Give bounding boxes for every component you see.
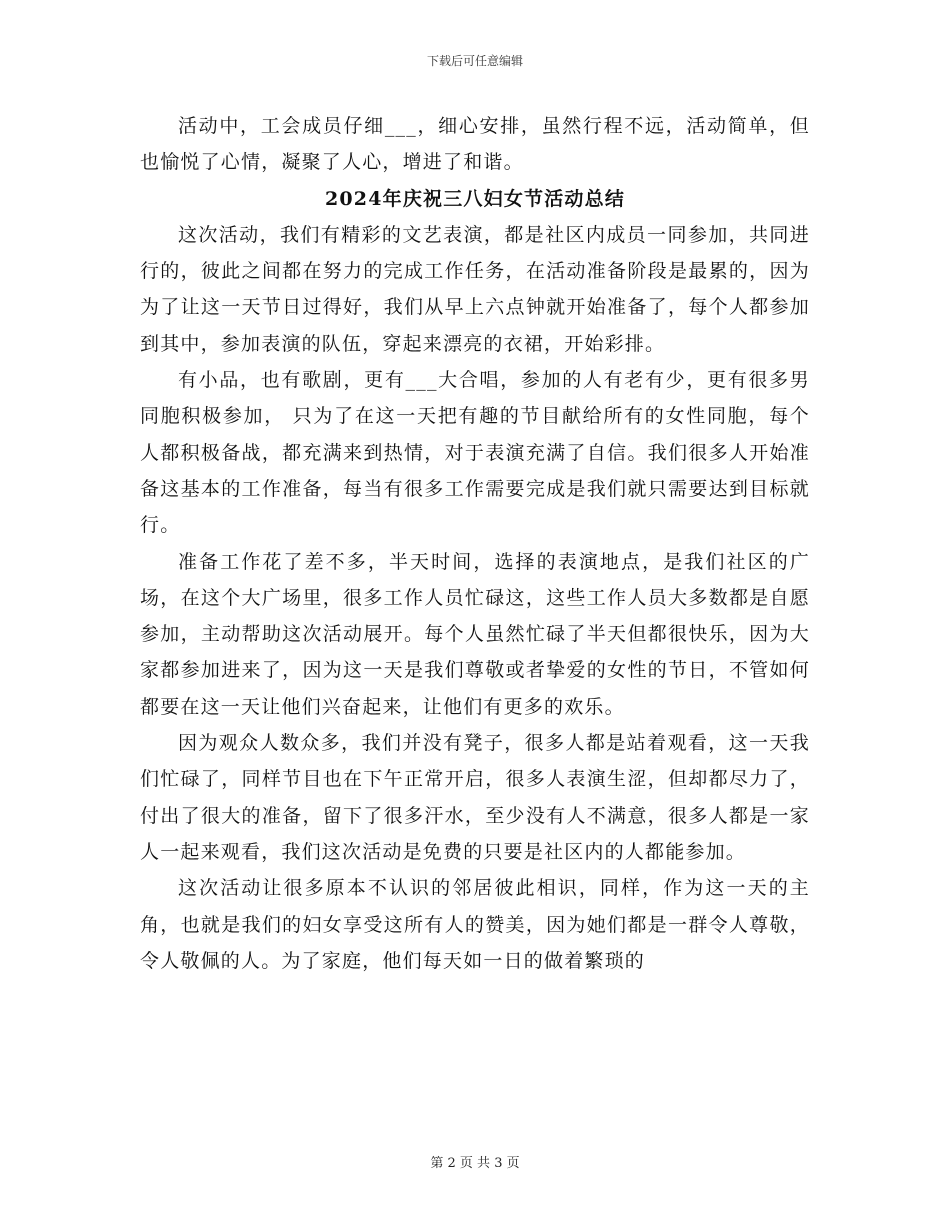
body-paragraph-5: 这次活动让很多原本不认识的邻居彼此相识，同样，作为这一天的主角，也就是我们的妇女享受这所有人的赞美，因为她们都是一群令人尊敬，令人敬佩的人。为了家庭，他们每天如一日的做着繁琐的 — [140, 877, 810, 972]
intro-paragraph: 活动中，工会成员仔细___，细心安排，虽然行程不远，活动简单，但也愉悦了心情，凝聚了人心，增进了和谐。 — [140, 115, 810, 174]
body-paragraph-2: 有小品，也有歌剧，更有___大合唱，参加的人有老有少，更有很多男同胞积极参加， 只为了在这一天把有趣的节目献给所有的女性同胞，每个人都积极备战，都充满来到热情，对于表演充满了自信。我们很多人开始准备这基本的工作准备，每当有很多工作需要完成是我们就只需要达到目标就行。 — [140, 369, 810, 537]
page-footer: 第 2 页 共 3 页 — [430, 1156, 520, 1171]
body-paragraph-3: 准备工作花了差不多，半天时间，选择的表演地点，是我们社区的广场，在这个大广场里，很多工作人员忙碌这，这些工作人员大多数都是自愿参加，主动帮助这次活动展开。每个人虽然忙碌了半天但都很快乐，因为大家都参加进来了，因为这一天是我们尊敬或者挚爱的女性的节日，不管如何都要在这一天让他们兴奋起来，让他们有更多的欢乐。 — [140, 550, 810, 718]
body-paragraph-1: 这次活动，我们有精彩的文艺表演，都是社区内成员一同参加，共同进行的，彼此之间都在努力的完成工作任务，在活动准备阶段是最累的，因为为了让这一天节日过得好，我们从早上六点钟就开始准备了，每个人都参加到其中，参加表演的队伍，穿起来漂亮的衣裙，开始彩排。 — [140, 223, 810, 355]
page-header: 下载后可任意编辑 — [426, 54, 523, 68]
body-paragraph-4: 因为观众人数众多，我们并没有凳子，很多人都是站着观看，这一天我们忙碌了，同样节目也在下午正常开启，很多人表演生涩，但却都尽力了，付出了很大的准备，留下了很多汗水，至少没有人不满意，很多人都是一家人一起来观看，我们这次活动是免费的只要是社区内的人都能参加。 — [140, 732, 810, 863]
document-body — [140, 108, 810, 979]
document-title: 2024年庆祝三八妇女节活动总结 — [324, 187, 626, 210]
